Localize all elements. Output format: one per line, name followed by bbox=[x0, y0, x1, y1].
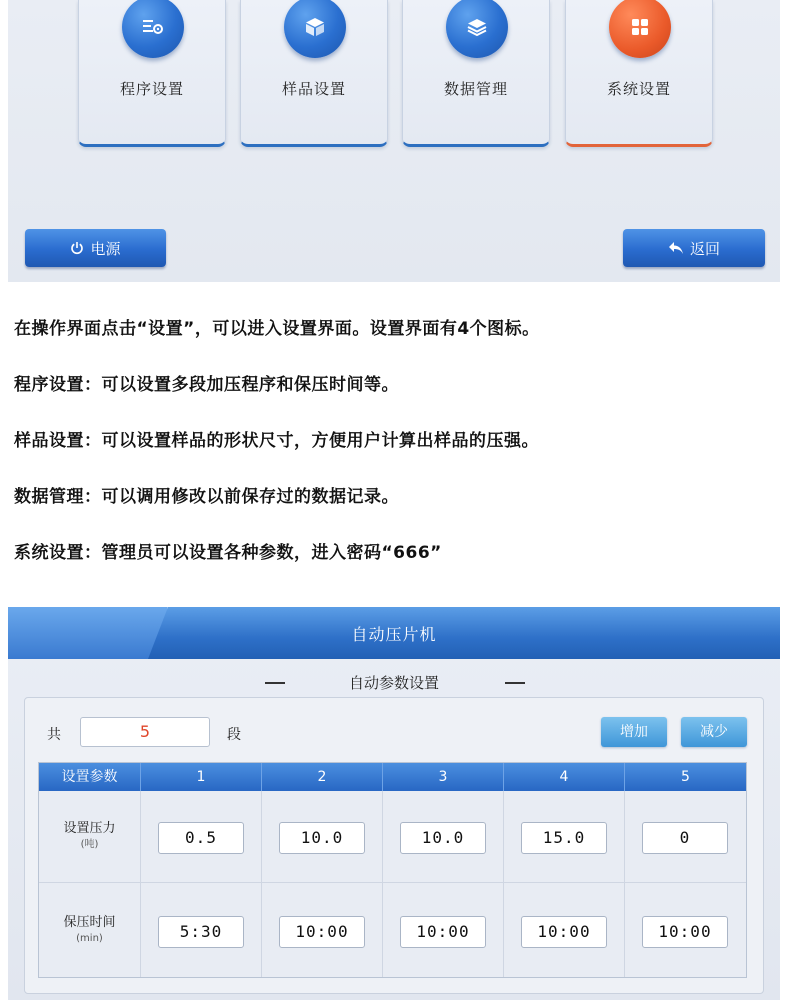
hold-time-unit: (min) bbox=[76, 933, 103, 944]
hold-time-input-3[interactable]: 10:00 bbox=[400, 916, 486, 948]
column-header-1: 1 bbox=[141, 763, 262, 791]
back-label: 返回 bbox=[689, 239, 720, 258]
machine-title: 自动压片机 bbox=[351, 625, 437, 644]
data-management-card[interactable] bbox=[402, 0, 550, 147]
table-header bbox=[39, 763, 746, 791]
segment-count-input[interactable]: 5 bbox=[80, 717, 210, 747]
data-layers-icon bbox=[446, 0, 508, 58]
description-program: 程序设置：可以设置多段加压程序和保压时间等。 bbox=[14, 375, 399, 395]
hold-time-input-1[interactable]: 5:30 bbox=[158, 916, 244, 948]
sample-cube-icon bbox=[284, 0, 346, 58]
section-title: 自动参数设置 bbox=[348, 674, 439, 692]
description-system: 系统设置：管理员可以设置各种参数，进入密码“666” bbox=[14, 543, 442, 563]
row-label-hold-time bbox=[39, 915, 140, 947]
count-prefix: 共 bbox=[47, 727, 61, 743]
hold-time-input-2[interactable]: 10:00 bbox=[279, 916, 365, 948]
description-intro: 在操作界面点击“设置”，可以进入设置界面。设置界面有4个图标。 bbox=[14, 319, 540, 339]
pressure-input-5[interactable]: 0 bbox=[642, 822, 728, 854]
pressure-input-1[interactable]: 0.5 bbox=[158, 822, 244, 854]
section-dash-right bbox=[505, 682, 525, 684]
table-corner-header: 设置参数 bbox=[39, 763, 141, 791]
hold-time-input-4[interactable]: 10:00 bbox=[521, 916, 607, 948]
back-button[interactable] bbox=[623, 229, 765, 267]
program-settings-label: 程序设置 bbox=[119, 80, 184, 98]
description-data: 数据管理：可以调用修改以前保存过的数据记录。 bbox=[14, 487, 399, 507]
row-label-pressure bbox=[39, 821, 140, 853]
back-arrow-icon bbox=[668, 241, 684, 255]
auto-press-panel bbox=[8, 607, 780, 1000]
data-management-label: 数据管理 bbox=[443, 80, 508, 98]
system-settings-label: 系统设置 bbox=[606, 80, 671, 98]
system-settings-card[interactable] bbox=[565, 0, 713, 147]
system-grid-icon bbox=[609, 0, 671, 58]
parameter-table bbox=[38, 762, 747, 978]
pressure-unit: (吨) bbox=[80, 839, 99, 850]
column-header-4: 4 bbox=[504, 763, 625, 791]
hold-time-input-5[interactable]: 10:00 bbox=[642, 916, 728, 948]
description-sample: 样品设置：可以设置样品的形状尺寸，方便用户计算出样品的压强。 bbox=[14, 431, 539, 451]
reduce-segment-button[interactable]: 减少 bbox=[681, 717, 747, 747]
parameter-area bbox=[24, 697, 764, 994]
table-row-hold-time bbox=[39, 883, 746, 975]
pressure-input-3[interactable]: 10.0 bbox=[400, 822, 486, 854]
program-settings-card[interactable] bbox=[78, 0, 226, 147]
add-segment-button[interactable]: 增加 bbox=[601, 717, 667, 747]
power-icon bbox=[70, 241, 84, 255]
column-header-2: 2 bbox=[262, 763, 383, 791]
sample-settings-label: 样品设置 bbox=[281, 80, 346, 98]
table-row-pressure bbox=[39, 791, 746, 883]
power-button[interactable] bbox=[25, 229, 166, 267]
settings-menu-panel bbox=[8, 0, 780, 282]
column-header-3: 3 bbox=[383, 763, 504, 791]
pressure-input-4[interactable]: 15.0 bbox=[521, 822, 607, 854]
column-header-5: 5 bbox=[681, 769, 690, 785]
machine-header bbox=[8, 607, 780, 659]
count-suffix: 段 bbox=[227, 727, 241, 743]
power-label: 电源 bbox=[90, 239, 121, 258]
program-settings-icon bbox=[122, 0, 184, 58]
sample-settings-card[interactable] bbox=[240, 0, 388, 147]
pressure-input-2[interactable]: 10.0 bbox=[279, 822, 365, 854]
hold-time-label: 保压时间 bbox=[63, 915, 116, 930]
pressure-label: 设置压力 bbox=[63, 821, 116, 836]
